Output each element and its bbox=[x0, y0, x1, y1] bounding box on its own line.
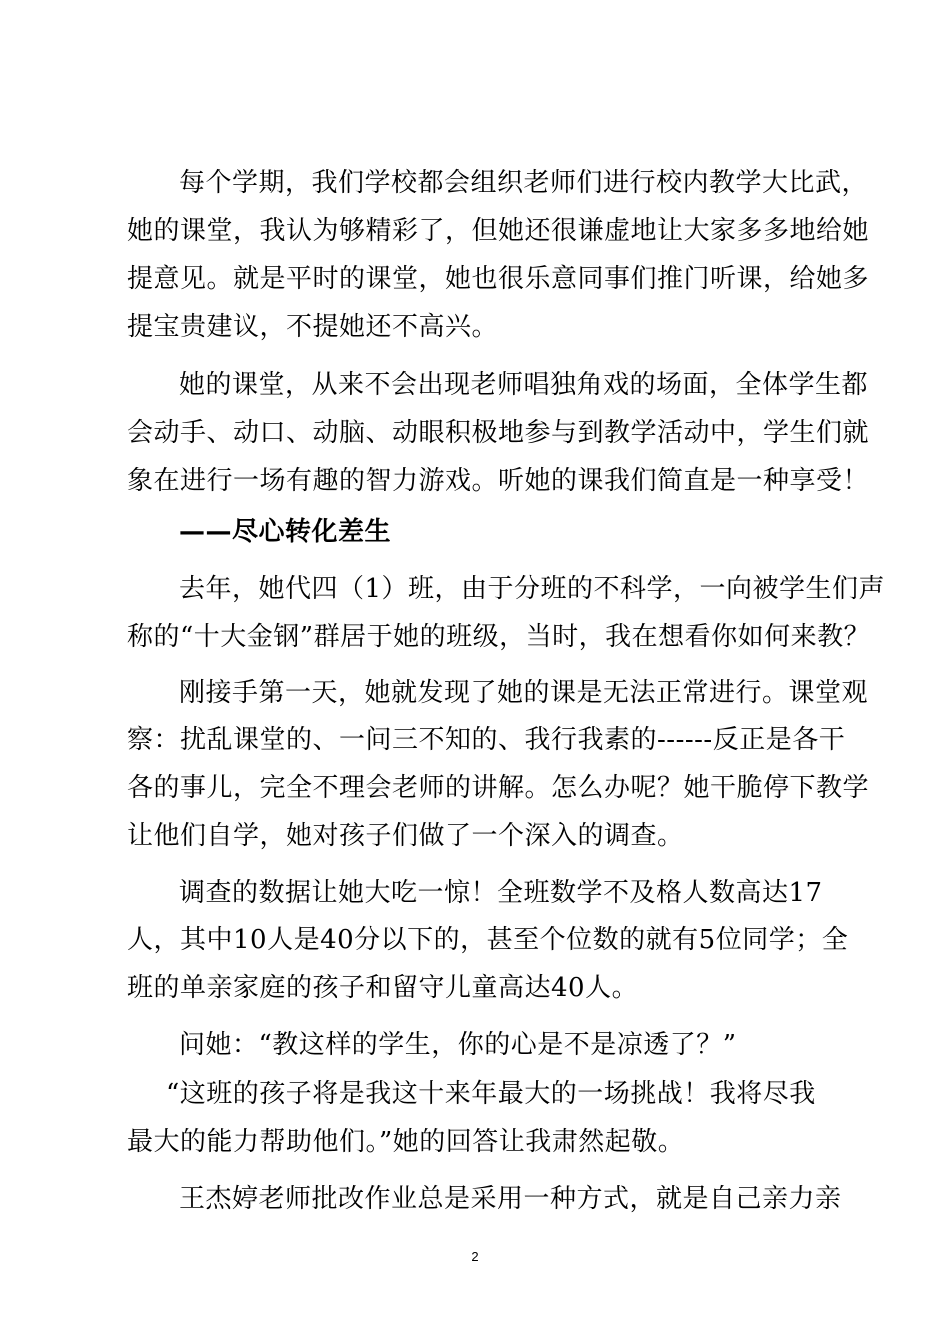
paragraph-line: 问她：“教这样的学生，你的心是不是凉透了？” bbox=[179, 1030, 737, 1060]
page-number: 2 bbox=[471, 1249, 479, 1264]
paragraph-line: 去年，她代四（1）班，由于分班的不科学，一向被学生们声 bbox=[179, 574, 886, 604]
paragraph-line: 班的单亲家庭的孩子和留守儿童高达40人。 bbox=[127, 973, 639, 1003]
paragraph-line: 察：扰乱课堂的、一问三不知的、我行我素的------反正是各干 bbox=[127, 725, 846, 755]
paragraph-line: 人，其中10人是40分以下的，甚至个位数的就有5位同学；全 bbox=[127, 925, 849, 955]
paragraph-line: 她的课堂，从来不会出现老师唱独角戏的场面，全体学生都 bbox=[179, 370, 869, 400]
paragraph-line: 最大的能力帮助他们。”她的回答让我肃然起敬。 bbox=[127, 1127, 685, 1157]
paragraph-line: 象在进行一场有趣的智力游戏。听她的课我们简直是一种享受！ bbox=[127, 466, 870, 496]
paragraph-line: 调查的数据让她大吃一惊！全班数学不及格人数高达17 bbox=[179, 878, 823, 908]
paragraph-line: 让他们自学，她对孩子们做了一个深入的调查。 bbox=[127, 821, 684, 851]
paragraph-line: 王杰婷老师批改作业总是采用一种方式，就是自己亲力亲 bbox=[179, 1184, 842, 1214]
paragraph-line: 提意见。就是平时的课堂，她也很乐意同事们推门听课，给她多 bbox=[127, 264, 870, 294]
paragraph-line: 她的课堂，我认为够精彩了，但她还很谦虚地让大家多多地给她 bbox=[127, 216, 870, 246]
paragraph-line: 称的“十大金钢”群居于她的班级，当时，我在想看你如何来教？ bbox=[127, 622, 871, 652]
paragraph-line: “这班的孩子将是我这十来年最大的一场挑战！我将尽我 bbox=[166, 1079, 816, 1109]
paragraph-line: 提宝贵建议，不提她还不高兴。 bbox=[127, 312, 499, 342]
paragraph-line: 每个学期，我们学校都会组织老师们进行校内教学大比武， bbox=[179, 168, 869, 198]
paragraph-line: 各的事儿，完全不理会老师的讲解。怎么办呢？她干脆停下教学 bbox=[127, 773, 870, 803]
paragraph-line: 刚接手第一天，她就发现了她的课是无法正常进行。课堂观 bbox=[179, 678, 869, 708]
paragraph-line: 会动手、动口、动脑、动眼积极地参与到教学活动中，学生们就 bbox=[127, 418, 870, 448]
section-heading: ——尽心转化差生 bbox=[179, 517, 392, 547]
